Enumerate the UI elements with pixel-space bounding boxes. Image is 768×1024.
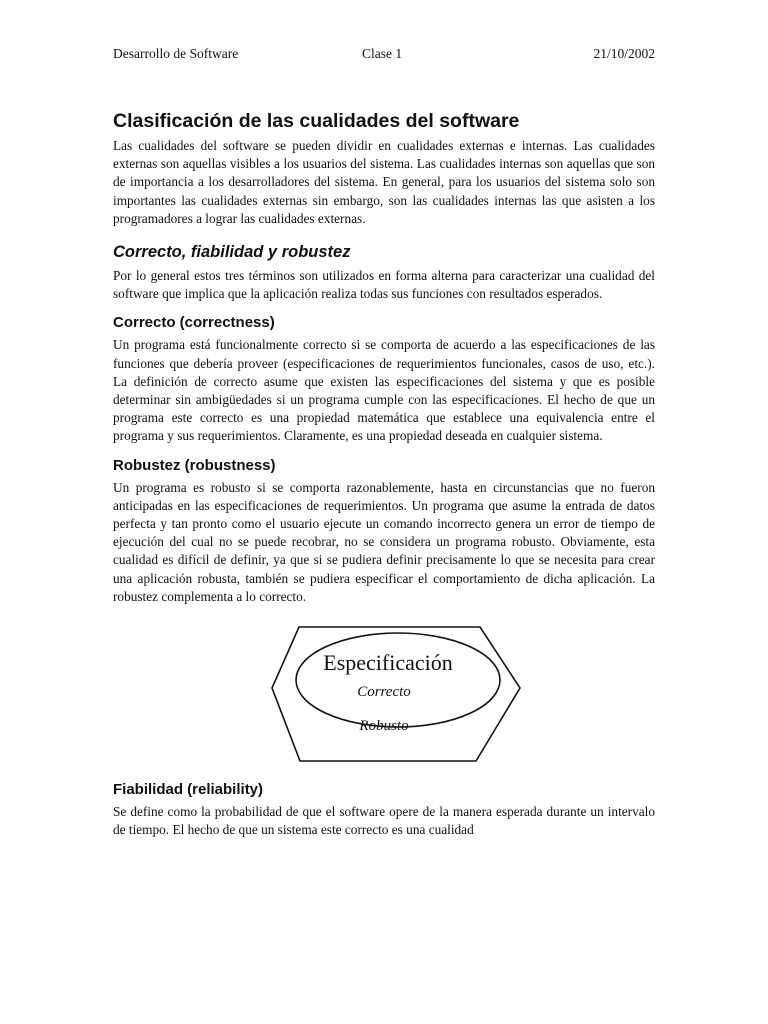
quality-diagram [113, 620, 655, 770]
intro-paragraph: Las cualidades del software se pueden dividir en cualidades externas e internas. Las cualidades externas son aquellas visibles a los usuarios del sistema. Las cualidades internas son aquellas que son de importancia a los desarrolladores del sistema. En general, para los usuarios del sistema solo son importantes las cualidades externas sin embargo, son las cualidades internas las que asisten a los programadores a lograr las cualidades externas. [113, 138, 655, 226]
diagram-label-correcto: Correcto [357, 684, 411, 701]
fiabilidad-heading: Fiabilidad (reliability) [113, 781, 264, 799]
header-class: Clase 1 [362, 46, 403, 61]
robustez-heading: Robustez (robustness) [113, 456, 276, 474]
header-course: Desarrollo de Software [113, 46, 239, 61]
section-paragraph: Por lo general estos tres términos son utilizados en forma alterna para caracterizar una cualidad del software que implica que la aplicación realiza todas sus funciones con resultados esperados. [113, 268, 655, 302]
document-title: Clasificación de las cualidades del software [113, 110, 520, 132]
header-date: 21/10/2002 [593, 46, 655, 61]
diagram-label-especificacion: Especificación [323, 650, 453, 676]
fiabilidad-paragraph: Se define como la probabilidad de que el software opere de la manera esperada durante un intervalo de tiempo. El hecho de que un sistema este correcto es una cualidad [113, 804, 655, 838]
correcto-paragraph: Un programa está funcionalmente correcto si se comporta de acuerdo a las especificaciones de las funciones que debería proveer (especificaciones de requerimientos funcionales, casos de uso, etc.). La definición de correcto asume que existen las especificaciones del sistema y que es posible determinar sin ambigüedades si un programa cumple con las especificaciones. El hecho de que un programa este correcto es una propiedad matemática que establece una equivalencia entre el programa y sus requerimientos. Claramente, es una propiedad deseada en cualquier sistema. [113, 337, 655, 444]
robustez-paragraph: Un programa es robusto si se comporta razonablemente, hasta en circunstancias que no fueron anticipadas en las especificaciones de requerimientos. Un programa que asume la entrada de datos perfecta y tan pronto como el usuario ejecute un comando incorrecto genera un error de tiempo de ejecución del cual no se puede recobrar, no se considera un programa robusto. Obviamente, esta cualidad es difícil de definir, ya que si se pudiera definir precisamente lo que se necesita para crear una aplicación robusta, también se pudiera especificar el comportamiento de dicha aplicación. La robustez complementa a lo correcto. [113, 479, 655, 604]
section-title: Correcto, fiabilidad y robustez [113, 243, 351, 262]
diagram-label-robusto: Robusto [359, 718, 409, 735]
correcto-heading: Correcto (correctness) [113, 314, 275, 332]
especificacion-ellipse [296, 633, 500, 727]
document-body [113, 108, 655, 839]
page-header [113, 46, 655, 66]
